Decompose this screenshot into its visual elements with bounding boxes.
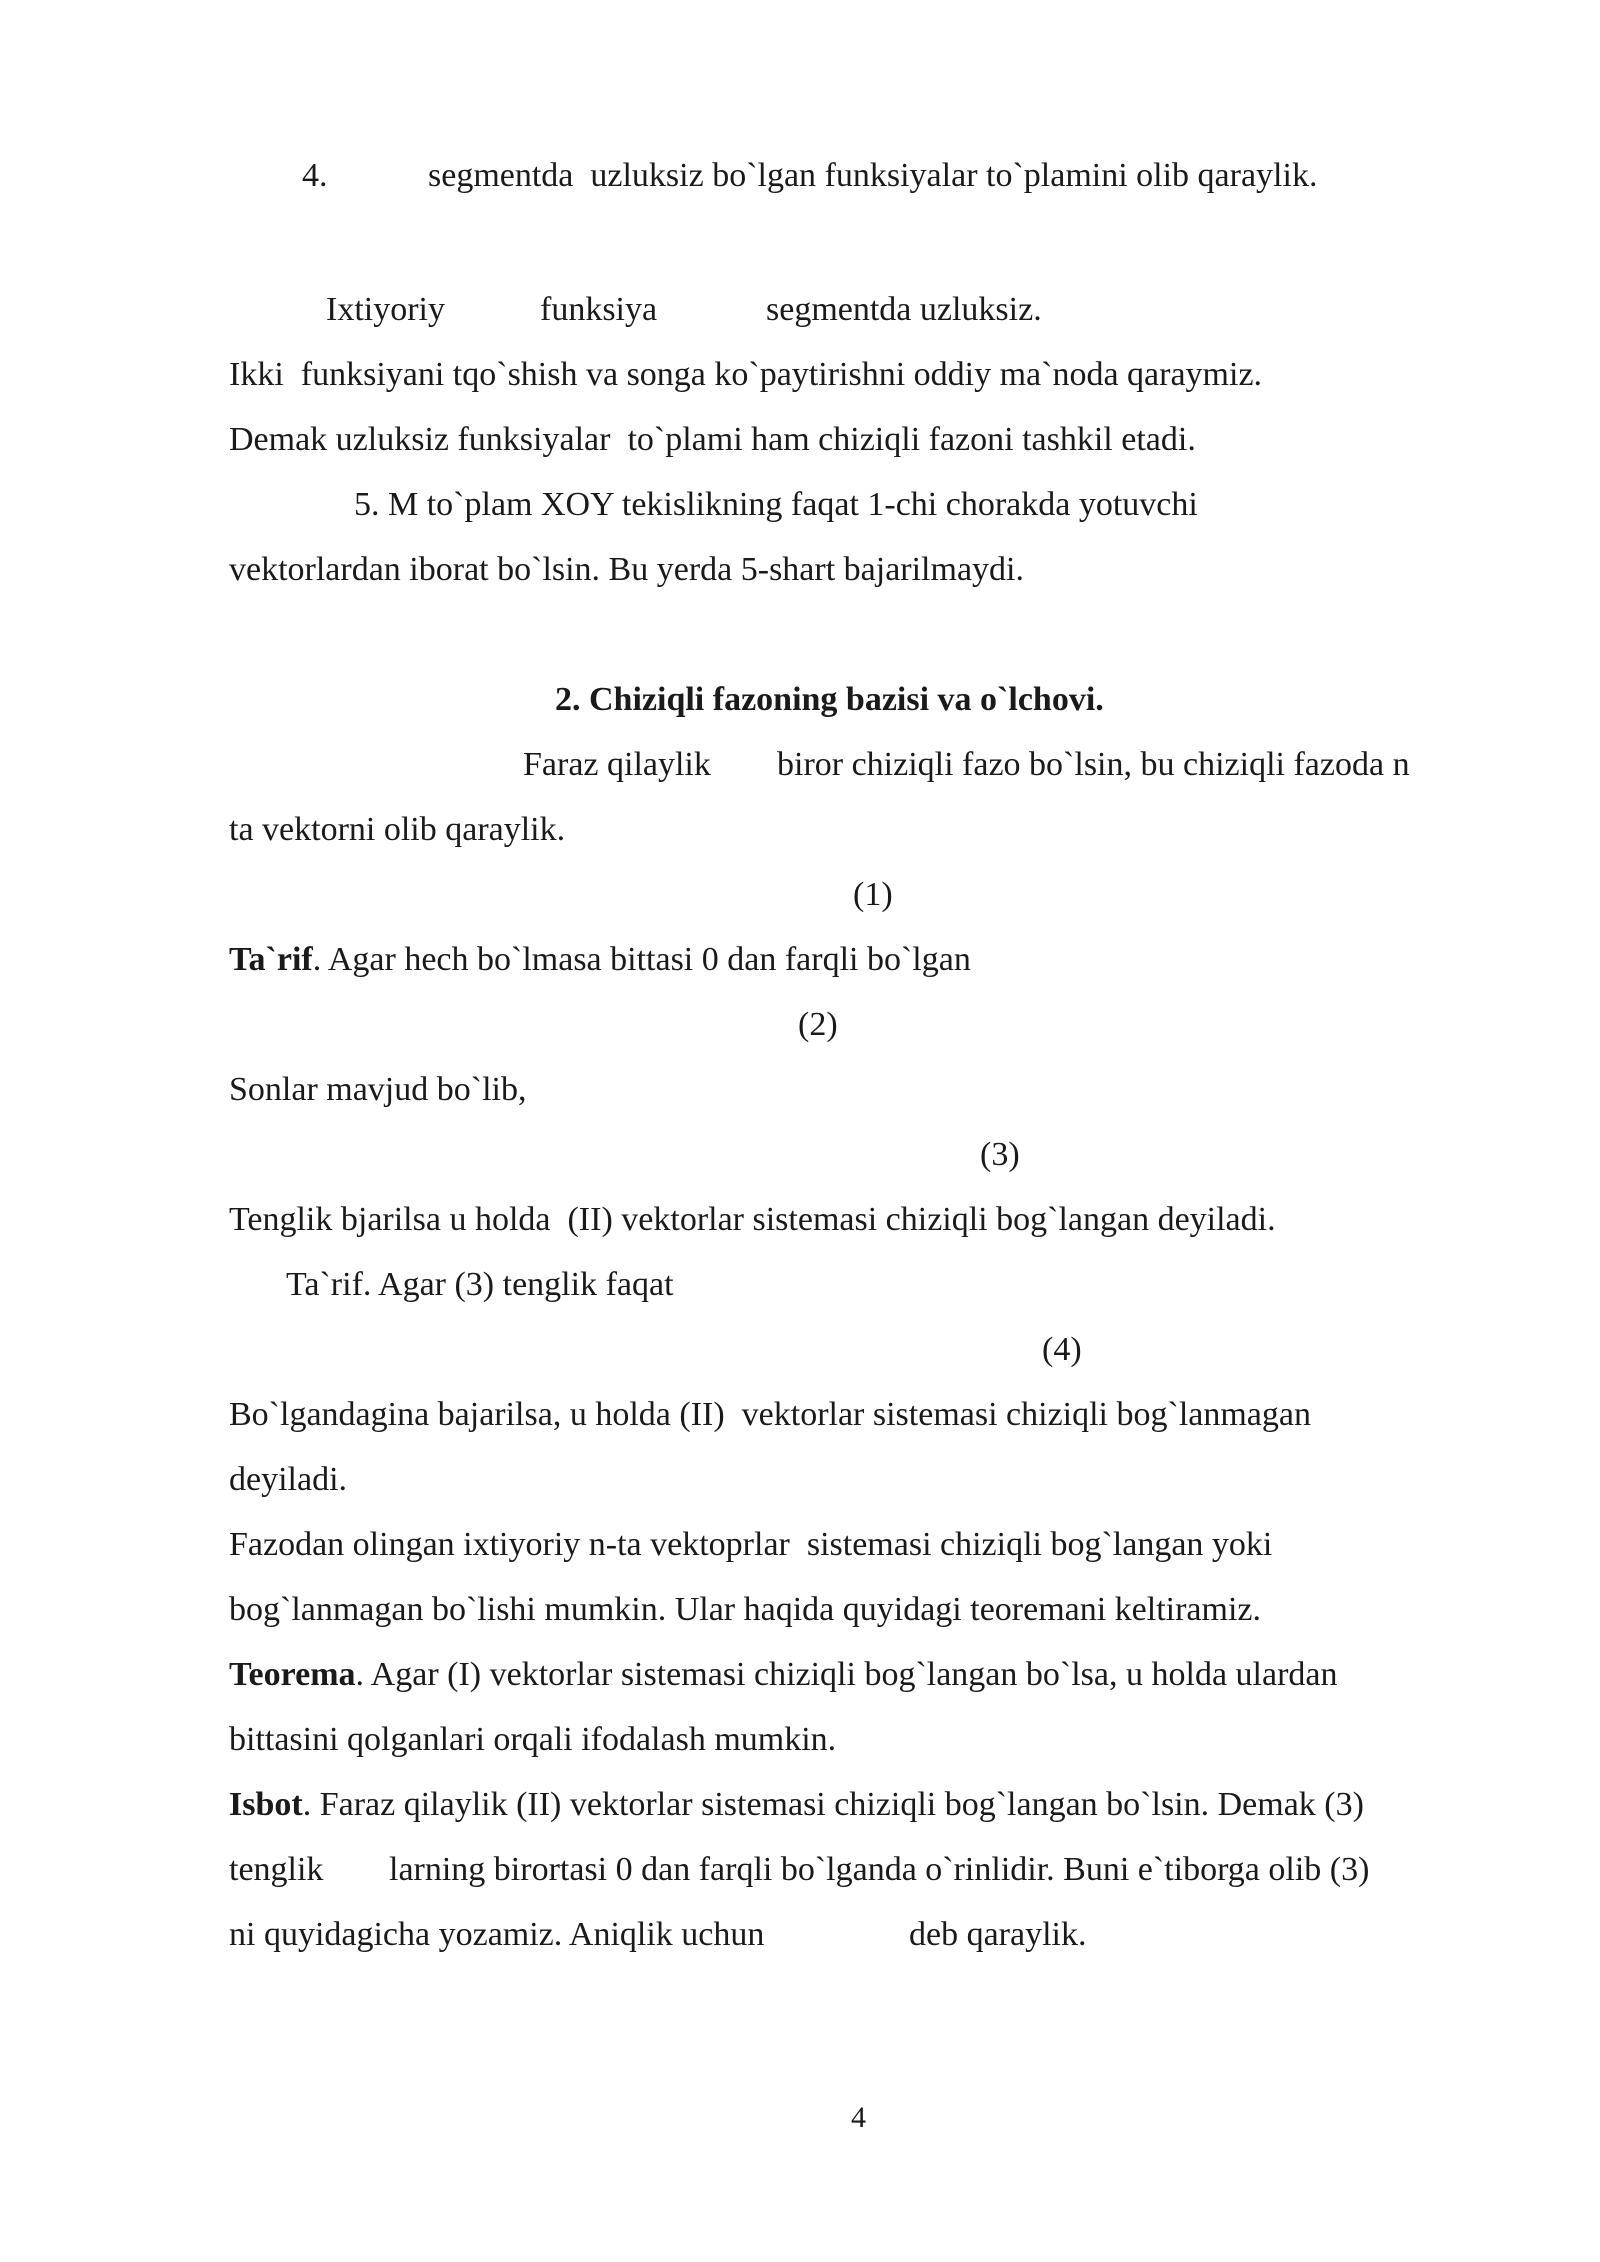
paragraph-line: Sonlar mavjud bo`lib, <box>229 1071 527 1108</box>
para-word: Ixtiyoriy <box>326 291 445 328</box>
theorem-label: Teorema <box>229 1656 356 1693</box>
paragraph-line: Ikki funksiyani tqo`shish va songa ko`paytirishni oddiy ma`noda qaraymiz. <box>229 356 1263 393</box>
item-text: segmentda uzluksiz bo`lgan funksiyalar to`plamini olib qaraylik. <box>428 157 1318 194</box>
equation-number: (1) <box>853 876 893 913</box>
paragraph-line: vektorlardan iborat bo`lsin. Bu yerda 5-shart bajarilmaydi. <box>229 551 1024 588</box>
paragraph-text: biror chiziqli fazo bo`lsin, bu chiziqli fazoda n <box>777 746 1410 783</box>
paragraph-line: Fazodan olingan ixtiyoriy n-ta vektoprlar sistemasi chiziqli bog`langan yoki <box>229 1526 1273 1563</box>
paragraph-line: Tenglik bjarilsa u holda (II) vektorlar sistemasi chiziqli bog`langan deyiladi. <box>229 1201 1276 1238</box>
item-number: 4. <box>302 157 328 194</box>
definition-line: Ta`rif. Agar (3) tenglik faqat <box>286 1266 674 1303</box>
paragraph-line: 5. M to`plam XOY tekislikning faqat 1-chi chorakda yotuvchi <box>354 486 1198 523</box>
proof-text: . Faraz qilaylik (II) vektorlar sistemasi chiziqli bog`langan bo`lsin. Demak (3) <box>302 1786 1364 1823</box>
paragraph-text: deb qaraylik. <box>909 1916 1087 1953</box>
theorem-text: . Agar (I) vektorlar sistemasi chiziqli bog`langan bo`lsa, u holda ulardan <box>355 1656 1338 1693</box>
definition-line <box>229 940 971 980</box>
paragraph-line: bittasini qolganlari orqali ifodalash mumkin. <box>229 1721 837 1758</box>
paragraph-line: bog`lanmagan bo`lishi mumkin. Ular haqida quyidagi teoremani keltiramiz. <box>229 1591 1262 1628</box>
page-number: 4 <box>851 2101 866 2134</box>
proof-line <box>229 1785 1364 1825</box>
equation-number: (3) <box>980 1136 1020 1173</box>
paragraph-line: deyiladi. <box>229 1461 348 1498</box>
paragraph-text: larning birortasi 0 dan farqli bo`lganda o`rinlidir. Buni e`tiborga olib (3) <box>389 1851 1370 1888</box>
paragraph-text: tenglik <box>229 1851 324 1888</box>
paragraph-text: Faraz qilaylik <box>523 746 711 783</box>
definition-text: . Agar hech bo`lmasa bittasi 0 dan farqli bo`lgan <box>312 941 971 978</box>
equation-number: (4) <box>1042 1331 1082 1368</box>
paragraph-line: ta vektorni olib qaraylik. <box>229 811 566 848</box>
paragraph-line: Bo`lgandagina bajarilsa, u holda (II) vektorlar sistemasi chiziqli bog`lanmagan <box>229 1396 1311 1433</box>
definition-label: Ta`rif <box>229 941 313 978</box>
paragraph-text: ni quyidagicha yozamiz. Aniqlik uchun <box>229 1916 765 1953</box>
theorem-line <box>229 1655 1337 1695</box>
para-word: funksiya <box>540 291 658 328</box>
equation-number: (2) <box>798 1006 838 1043</box>
paragraph-line: Demak uzluksiz funksiyalar to`plami ham chiziqli fazoni tashkil etadi. <box>229 421 1196 458</box>
proof-label: Isbot <box>229 1786 303 1823</box>
para-word: segmentda uzluksiz. <box>766 291 1042 328</box>
section-title: 2. Chiziqli fazoning bazisi va o`lchovi. <box>555 681 1104 718</box>
